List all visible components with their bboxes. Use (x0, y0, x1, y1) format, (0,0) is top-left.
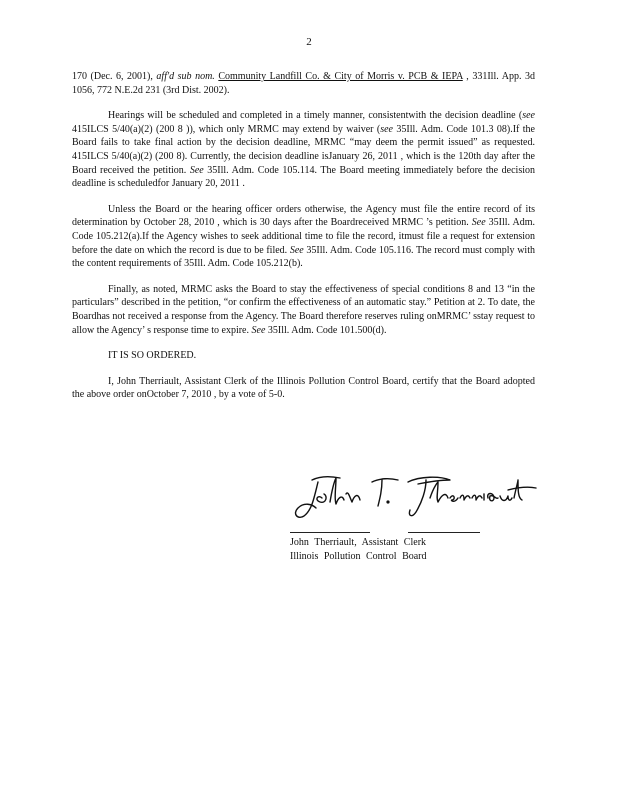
text-run: Unless the Board or the hearing officer orders otherwise, the Agency must file the entire record of its determination by October 28, 2010 , which is 30 days after the Boardreceived MRMC ’s petition. (72, 203, 535, 229)
italic-signal: see (522, 110, 535, 122)
text-run: 35Ill. Adm. Code 105.116. The record must comply with the content requirements of 35Ill. Adm. Code 105.212(b). (72, 244, 535, 270)
so-ordered: IT IS SO ORDERED. (108, 350, 197, 362)
case-name: Community Landfill Co. & City of Morris v. PCB & IEPA (218, 71, 463, 82)
stay-paragraph (72, 283, 535, 337)
text-run: 170 (Dec. 6, 2001), (72, 71, 157, 82)
certification-paragraph: I, John Therriault, Assistant Clerk of the Illinois Pollution Control Board, certify that the Board adopted the above order onOctober 7, 2010 , by a vote of 5-0. (72, 375, 535, 401)
text-run: , 331Ill. App. 3d 1056, 772 N.E.2d 231 (3rd Dist. 2002). (72, 71, 535, 96)
italic-signal: see (380, 123, 393, 135)
italic-signal: See (189, 164, 204, 176)
page-number: 2 (306, 36, 312, 48)
text-run: Finally, as noted, MRMC asks the Board to stay the effectiveness of special conditions 8 and 13 “in the particulars” described in the petition, “or confirm the effectiveness of an automatic stay.” Petition at 2. To date, the Boardhas not received a response from the Agency. The Board therefore reserves ruling onMRMC’ sstay request to allow the Agency’ s response time to expire. (72, 283, 535, 336)
citation-paragraph (72, 70, 535, 97)
text-run: 35Ill. Adm. Code 101.500(d). (265, 324, 387, 336)
signature-graphic (290, 468, 540, 528)
text-run: Hearings will be scheduled and completed in a timely manner, consistentwith the decision deadline ( (108, 110, 523, 122)
handwritten-signature (290, 468, 540, 528)
signature-rule (290, 532, 370, 533)
text-run: 35Ill. Adm. Code 105.212(a).If the Agency wishes to seek additional time to file the record, itmust file a request for extension before the date on which the record is due to be filed. (72, 217, 535, 256)
signer-name-title: John Therriault, Assistant Clerk (290, 537, 427, 548)
italic-signal: See (251, 324, 266, 336)
signer-organization: Illinois Pollution Control Board (290, 550, 427, 562)
text-run: 415ILCS 5/40(a)(2) (200 8 )), which only MRMC may extend by waiver ( (72, 123, 381, 135)
record-paragraph (72, 203, 535, 271)
hearings-paragraph (72, 109, 535, 191)
italic-signal: See (471, 217, 486, 229)
italic-signal: See (289, 244, 304, 256)
italic-phrase: aff'd sub nom. (156, 71, 215, 82)
signature-block (290, 536, 427, 563)
text-run: 35Ill. Adm. Code 105.114. The Board meeting immediately before the decision deadline is scheduledfor January 20, 2011 . (72, 164, 535, 190)
document-body (72, 70, 535, 414)
signature-rule (408, 532, 480, 533)
text-run: 35Ill. Adm. Code 101.3 08).If the Board fails to take final action by the decision deadline, MRMC “may deem the permit issued” as requested. 415ILCS 5/40(a)(2) (200 8). Currently, the decision deadline isJanuary 26, 2011 , which is the 120th day after the Board received the petition. (72, 123, 535, 176)
